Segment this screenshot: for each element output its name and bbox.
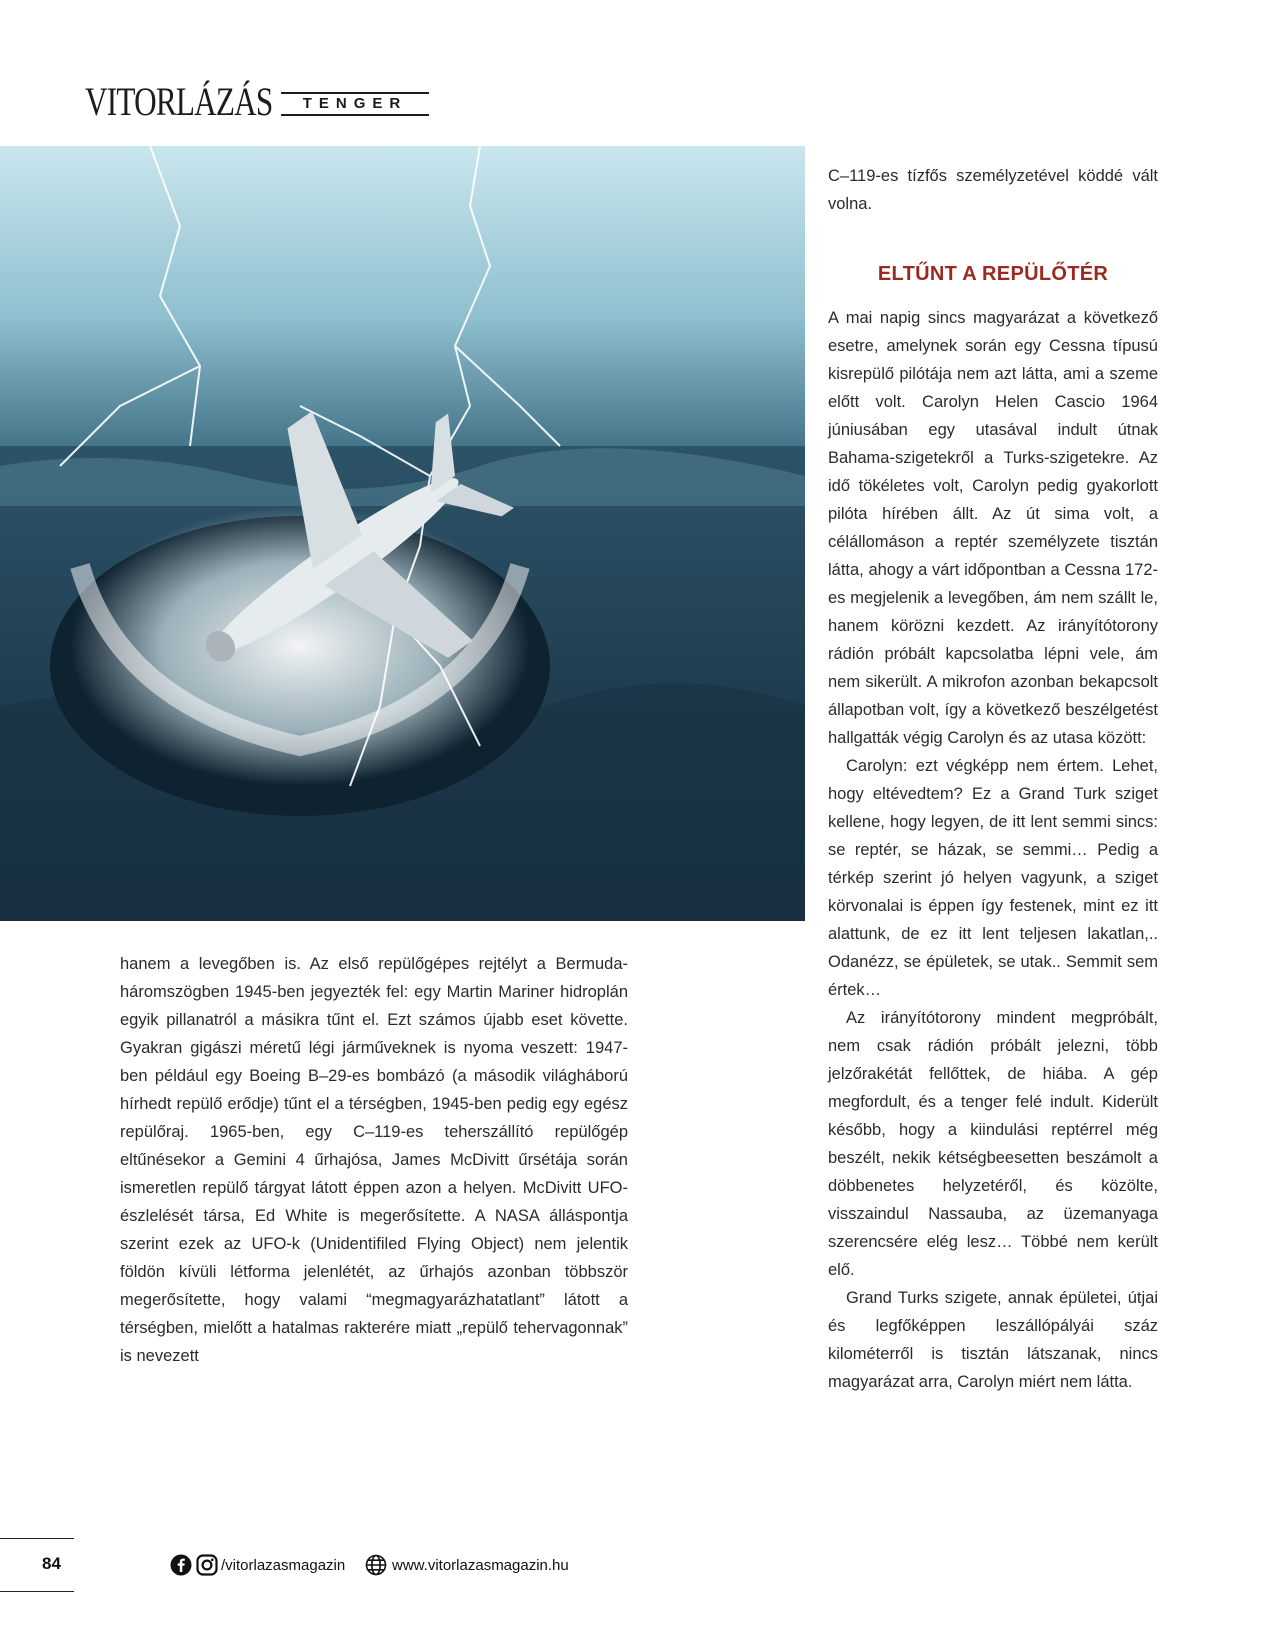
footer (0, 1538, 1275, 1592)
hero-image (0, 146, 805, 921)
section-tag: TENGER (281, 92, 429, 116)
left-column (120, 950, 628, 1370)
social-handle[interactable]: /vitorlazasmagazin (221, 1556, 346, 1574)
body-paragraph-3: Az irányítótorony mindent megpróbált, nem csak rádión próbált jelezni, több jelzőrakétát fellőttek, de hiába. A gép megfordult, és a tenger felé indult. Kiderült később, hogy a kiindulási reptérrel még beszélt, nekik kétségbeesetten beszámolt a döbbenetes helyzetéről, és közölte, visszaindul Nassauba, az üzemanyaga szerencsére elég lesz… Többé nem került elő. (828, 1009, 1158, 1279)
instagram-icon[interactable] (196, 1554, 218, 1576)
footer-rule (0, 1538, 74, 1539)
right-column (828, 162, 1158, 1396)
body-paragraph-2: Carolyn: ezt végképp nem értem. Lehet, hogy eltévedtem? Ez a Grand Turk sziget kellene, hogy legyen, de itt lent semmi sincs: se reptér, se házak, se semmi… Pedig a térkép szerint jó helyen vagyunk, a sziget körvonalai is éppen így festenek, mint ez itt alattunk, de ez itt lent teljesen lakatlan,.. Odanézz, se épületek, se utak.. Semmit sem értek… (828, 757, 1158, 999)
facebook-icon[interactable] (170, 1554, 192, 1576)
footer-rule (0, 1591, 74, 1592)
social-links[interactable] (170, 1553, 345, 1577)
magazine-logo: VITORLÁZÁS (85, 79, 273, 124)
subheading: ELTŰNT A REPÜLŐTÉR (877, 263, 1109, 285)
body-paragraph-1: A mai napig sincs magyarázat a következő esetre, amelynek során egy Cessna típusú kisrepülő pilótája nem azt látta, ami a szeme előtt volt. Carolyn Helen Cascio 1964 júniusában egy utasával indult útnak Bahama-szigetekről a Turks-szigetekre. Az idő tökéletes volt, Carolyn pedig gyakorlott pilóta hírében állt. Az út sima volt, a célállomáson a reptér személyzete tisztán látta, ahogy a várt időpontban a Cessna 172-es megjelenik a levegőben, ám nem szállt le, hanem körözni kezdett. Az irányítótorony rádión próbált kapcsolatba lépni vele, ám nem sikerült. A mikrofon azonban bekapcsolt állapotban volt, így a következő beszélgetést hallgatták végig Carolyn és az utasa között: (828, 309, 1158, 747)
intro-paragraph: C–119-es tízfős személyzetével köddé vált volna. (828, 167, 1158, 213)
body-paragraph-4: Grand Turks szigete, annak épületei, útjai és legfőképpen leszállópályái száz kilométerről is tisztán látszanak, nincs magyarázat arra, Carolyn miért nem látta. (828, 1289, 1158, 1391)
globe-icon (365, 1554, 387, 1576)
website-link[interactable] (365, 1553, 569, 1577)
website-url[interactable]: www.vitorlazasmagazin.hu (392, 1556, 569, 1574)
airplane-whirlpool-illustration (0, 146, 805, 921)
left-paragraph: hanem a levegőben is. Az első repülőgépes rejtélyt a Bermuda-háromszögben 1945-ben jegyezték fel: egy Martin Mariner hidroplán egyik pillanatról a másikra tűnt el. Ezt számos újabb eset követte. Gyakran gigászi méretű légi járműveknek is nyoma veszett: 1947-ben például egy Boeing B–29-es bombázó (a második világháború hírhedt repülő erődje) tűnt el a térségben, 1945-ben pedig egy egész repülőraj. 1965-ben, egy C–119-es teherszállító repülőgép eltűnésekor a Gemini 4 űrhajósa, James McDivitt űrsétája során ismeretlen repülő tárgyat látott éppen azon a helyen. McDivitt UFO-észlelését társa, Ed White is megerősítette. A NASA álláspontja szerint ezek az UFO-k (Unidentifiled Flying Object) nem jelentik földön kívüli létforma jelenlétét, az űrhajós azonban többször megerősítette, hogy valami “megmagyarázhatatlant” látott a térségben, mielőtt a hatalmas rakterére miatt „repülő tehervagonnak” is nevezett (120, 955, 628, 1365)
page-number: 84 (42, 1554, 61, 1573)
